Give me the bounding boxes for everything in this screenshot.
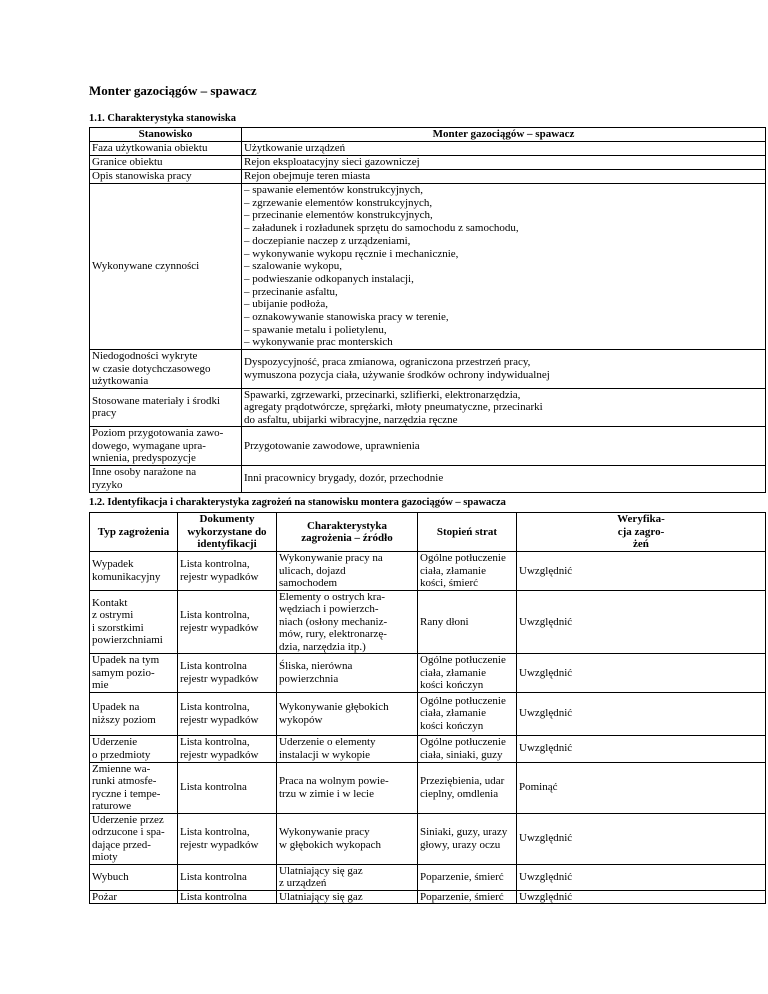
t2-verify-cell [517,654,766,693]
t2-docs-cell [178,590,277,654]
t2-loss-line: kości kończyn [420,719,484,732]
t2-row [90,590,766,654]
t2-source-line: Wykonywanie pracy na [279,552,383,564]
t2-type-line: runki atmosfe- [92,775,157,787]
t2-verify: Uwzględnić [519,707,573,720]
t1-label-line: użytkowania [92,375,149,388]
t1-label: Wykonywane czynności [92,260,200,273]
t2-verify-cell [517,864,766,890]
t2-type-line: Uderzenie przez [92,813,164,826]
t1-value-line: do asfaltu, ubijarki wibracyjne, narzędzia ręczne [244,413,458,426]
t2-header-verify-line: Weryfika- [617,513,665,526]
t2-type-line: Pożar [92,890,118,903]
section-heading-2: 1.2. Identyfikacja i charakterystyka zagrożeń na stanowisku montera gazociągów – spawacza [89,497,506,508]
t2-source-line: Śliska, nierówna [279,660,353,673]
t2-verify: Uwzględnić [519,890,573,903]
t2-source-cell [277,864,418,890]
t2-docs-cell [178,813,277,864]
t2-docs-cell [178,654,277,693]
t2-loss-line: Ogólne potłuczenie [420,694,506,707]
t2-verify-cell [517,762,766,813]
t2-type-line: ryczne i tempe- [92,787,161,800]
t2-docs-cell [178,864,277,890]
t1-value-line: agregaty prądotwórcze, sprężarki, młoty pneumatyczne, przecinarki [244,401,543,414]
t2-type-line: o przedmioty [92,748,151,761]
t2-loss-line: Siniaki, guzy, urazy [420,826,508,838]
t2-type-cell [90,692,178,735]
t2-header-type [90,513,178,552]
t2-type-cell [90,735,178,762]
t1-activity-item: – załadunek i rozładunek sprzętu do samochodu z samochodu, [244,222,519,235]
t2-header-source-line: zagrożenia – źródło [301,532,393,544]
t1-label: Faza użytkowania obiektu [92,142,208,155]
t2-verify: Uwzględnić [519,742,573,755]
t2-header-source [277,513,418,552]
t2-row [90,813,766,864]
t2-type-cell [90,552,178,591]
t2-verify: Pominąć [519,781,558,794]
t1-activity-item: – spawanie elementów konstrukcyjnych, [244,184,424,196]
t2-loss-cell [418,552,517,591]
t2-loss-line: ciała, złamanie [420,666,486,679]
t2-loss-cell [418,692,517,735]
t2-type-cell [90,590,178,654]
t1-label-cell [90,350,242,389]
t2-source-line: powierzchnia [279,672,339,685]
t2-type-line: niższy poziom [92,713,156,726]
t1-value-line: Przygotowanie zawodowe, uprawnienia [244,439,420,452]
t2-docs-line: rejestr wypadków [180,570,259,583]
t2-row [90,735,766,762]
t1-value-cell [242,427,766,466]
t2-loss-cell [418,654,517,693]
t2-docs-line: Lista kontrolna, [180,736,250,748]
t1-value-line: Inni pracownicy brygady, dozór, przechodnie [244,472,444,485]
t2-loss-line: Przeziębienia, udar [420,775,505,787]
t2-docs-line: rejestr wypadków [180,838,259,851]
t2-type-line: z ostrymi [92,609,134,622]
t2-docs-line: Lista kontrolna [180,890,247,903]
t1-activity-item: – doczepianie naczep z urządzeniami, [244,234,411,247]
t2-loss-line: ciała, złamanie [420,707,486,720]
t1-label-line: Inne osoby narażone na [92,466,197,479]
t1-row [90,142,766,156]
t1-label-cell [90,427,242,466]
t2-source-line: ulicach, dojazd [279,564,346,577]
t2-source-line: wędziach i powierzch- [279,603,379,615]
t2-source-cell [277,735,418,762]
section-heading-1: 1.1. Charakterystyka stanowiska [89,113,237,124]
t2-type-cell [90,762,178,813]
t2-loss-cell [418,735,517,762]
t2-header-type-line: Typ zagrożenia [97,525,170,538]
t2-header-verify [517,513,766,552]
t2-source-line: Elementy o ostrych kra- [279,590,385,603]
t2-loss-cell [418,864,517,890]
t2-loss-cell [418,590,517,654]
workstation-table [89,127,766,493]
t2-verify-cell [517,813,766,864]
t1-label-cell [90,465,242,492]
page-title: Monter gazociągów – spawacz [89,83,257,98]
t2-source-line: Uderzenie o elementy [279,736,376,748]
t1-value: Rejon obejmuje teren miasta [244,170,371,183]
t1-activity-item: – spawanie metalu i polietylenu, [244,323,387,336]
t2-type-line: raturowe [92,800,132,812]
t1-value-line: Dyspozycyjność, praca zmianowa, ograniczona przestrzeń pracy, [244,356,531,369]
t2-verify: Uwzględnić [519,666,573,679]
t2-docs-cell [178,762,277,813]
t1-row [90,170,766,184]
t2-verify: Uwzględnić [519,870,573,883]
t2-loss-line: Poparzenie, śmierć [420,870,504,883]
t2-source-cell [277,762,418,813]
t1-label-cell [90,388,242,427]
t1-value: Użytkowanie urządzeń [244,142,346,155]
t2-docs-line: Lista kontrolna [180,660,247,673]
t1-label-line: dowego, wymagane upra- [92,439,206,452]
t1-activity-item: – przecinanie elementów konstrukcyjnych, [244,209,433,222]
t1-activity-item: – oznakowywanie stanowiska pracy w terenie, [244,311,449,324]
t1-value: Rejon eksploatacyjny sieci gazowniczej [244,156,420,169]
t2-type-line: mioty [92,851,118,863]
t2-docs-line: Lista kontrolna [180,781,247,794]
t1-header-value: Monter gazociągów – spawacz [242,128,766,142]
t2-header-docs-line: wykorzystane do [187,525,267,538]
t2-source-line: trzu w zimie i w lecie [279,787,374,800]
t2-source-cell [277,552,418,591]
t1-header-label: Stanowisko [90,128,242,142]
t2-docs-line: Lista kontrolna, [180,558,250,571]
t2-type-cell [90,864,178,890]
t2-header-docs-line: Dokumenty [199,513,255,526]
t2-loss-line: Ogólne potłuczenie [420,552,506,564]
t2-loss-line: cieplny, omdlenia [420,787,499,800]
t2-loss-line: Ogólne potłuczenie [420,736,506,748]
t2-type-line: dające przed- [92,838,151,851]
t1-value-cell [242,350,766,389]
t2-source-line: instalacji w wykopie [279,748,371,761]
t2-header-source-line: Charakterystyka [306,519,388,532]
t2-type-line: Wybuch [92,870,129,883]
t2-type-cell [90,813,178,864]
t1-row [90,156,766,170]
t2-source-line: w głębokich wykopach [279,838,382,851]
t2-header-docs-line: identyfikacji [197,538,257,551]
t2-type-cell [90,654,178,693]
t1-value-line: Spawarki, zgrzewarki, przecinarki, szlifierki, elektronarzędzia, [244,388,521,401]
t2-type-line: Wypadek [92,558,134,571]
t2-loss-line: Rany dłoni [420,615,469,628]
t2-type-line: i szorstkimi [92,621,144,634]
t2-type-line: powierzchniami [92,634,163,647]
t2-docs-line: rejestr wypadków [180,713,259,726]
t2-header-docs [178,513,277,552]
t1-body [90,142,766,493]
t2-verify-cell [517,692,766,735]
t1-label-line: pracy [92,407,117,420]
t2-header-verify-line: cja zagro- [617,525,665,538]
t2-source-line: Wykonywanie głębokich [279,701,389,713]
t2-row [90,890,766,904]
t1-value-cell [242,184,766,350]
t2-docs-cell [178,890,277,904]
t2-verify: Uwzględnić [519,615,573,628]
hazard-table [89,512,766,904]
t2-source-cell [277,692,418,735]
t2-loss-cell [418,813,517,864]
t1-activity-item: – wykonywanie wykopu ręcznie i mechanicznie, [244,247,459,260]
t2-type-line: Uderzenie [92,736,138,748]
t2-source-cell [277,813,418,864]
t2-source-line: z urządzeń [279,877,327,889]
t2-type-line: Kontakt [92,596,128,609]
t1-value-cell [242,170,766,184]
t2-source-line: Ulatniający się gaz [279,890,363,903]
t1-label-cell [90,170,242,184]
t2-docs-line: rejestr wypadków [180,621,259,634]
t1-activity-item: – podwieszanie odkopanych instalacji, [244,272,414,285]
t2-body [90,552,766,904]
t1-value-line: wymuszona pozycja ciała, używanie środków ochrony indywidualnej [244,368,550,381]
t2-docs-line: rejestr wypadków [180,748,259,761]
t2-type-line: odrzucone i spa- [92,826,165,838]
t2-row [90,762,766,813]
t2-docs-line: rejestr wypadków [180,672,259,685]
t1-value-cell [242,156,766,170]
t1-row [90,427,766,466]
t2-verify-cell [517,735,766,762]
t1-label-cell [90,156,242,170]
t2-loss-line: Ogólne potłuczenie [420,654,506,666]
t2-source-line: Praca na wolnym powie- [279,775,389,787]
t2-type-line: komunikacyjny [92,570,161,583]
t2-header-verify-line: żeń [633,538,649,551]
t2-source-cell [277,654,418,693]
t2-verify-cell [517,590,766,654]
t2-docs-line: Lista kontrolna [180,870,247,883]
t2-loss-line: kości, śmierć [420,577,479,589]
t2-source-line: samochodem [279,577,338,589]
t2-header-loss [418,513,517,552]
t2-source-cell [277,590,418,654]
t2-loss-cell [418,890,517,904]
t2-verify-cell [517,890,766,904]
t2-source-line: Ulatniający się gaz [279,864,363,877]
t2-source-line: Wykonywanie pracy [279,826,370,838]
t2-docs-line: Lista kontrolna, [180,609,250,622]
t1-label-line: ryzyko [92,478,123,491]
t2-type-line: mie [92,679,109,691]
t1-label-line: Poziom przygotowania zawo- [92,427,224,440]
t2-row [90,692,766,735]
t1-activity-item: – wykonywanie prac monterskich [244,336,393,349]
t1-label: Opis stanowiska pracy [92,170,192,183]
t2-loss-line: ciała, siniaki, guzy [420,748,503,761]
t1-row [90,184,766,350]
t1-value-cell [242,388,766,427]
t1-value-cell [242,142,766,156]
t1-activity-item: – przecinanie asfaltu, [244,285,338,298]
t2-source-line: dzia, narzędzia itp.) [279,640,366,653]
t1-label-line: Stosowane materiały i środki [92,394,221,407]
t2-loss-line: ciała, złamanie [420,564,486,577]
t2-source-line: wykopów [279,713,323,726]
t2-loss-line: głowy, urazy oczu [420,838,501,851]
t2-row [90,552,766,591]
t2-docs-line: Lista kontrolna, [180,701,250,713]
t2-row [90,864,766,890]
t2-docs-cell [178,735,277,762]
t2-header-row [90,513,766,552]
t1-label-line: Niedogodności wykryte [92,350,198,363]
t2-verify: Uwzględnić [519,832,573,845]
t2-docs-cell [178,552,277,591]
t1-label: Granice obiektu [92,156,163,169]
t1-row [90,465,766,492]
t2-type-line: samym pozio- [92,666,155,679]
t2-source-line: mów, rury, elektronarzę- [279,628,387,640]
t2-docs-cell [178,692,277,735]
t2-source-cell [277,890,418,904]
t2-row [90,654,766,693]
t1-activity-item: – zgrzewanie elementów konstrukcyjnych, [244,196,433,209]
t2-loss-line: kości kończyn [420,679,484,691]
t1-label-cell [90,142,242,156]
t1-activity-item: – ubijanie podłoża, [244,298,329,311]
t2-docs-line: Lista kontrolna, [180,826,250,838]
t2-source-line: niach (osłony mechaniz- [279,615,388,628]
t2-type-line: Zmienne wa- [92,762,151,775]
t2-header-loss-line: Stopień strat [436,525,498,538]
t2-type-line: Upadek na [92,701,140,713]
t2-type-line: Upadek na tym [92,654,160,666]
t2-verify-cell [517,552,766,591]
t1-row [90,388,766,427]
t1-label-line: wnienia, predyspozycje [92,452,196,465]
t1-value-cell [242,465,766,492]
t2-loss-line: Poparzenie, śmierć [420,890,504,903]
t2-loss-cell [418,762,517,813]
t1-activity-item: – szalowanie wykopu, [244,260,343,273]
t2-verify: Uwzględnić [519,564,573,577]
t1-row [90,350,766,389]
t1-label-line: w czasie dotychczasowego [92,362,211,375]
t1-label-cell [90,184,242,350]
t2-type-cell [90,890,178,904]
